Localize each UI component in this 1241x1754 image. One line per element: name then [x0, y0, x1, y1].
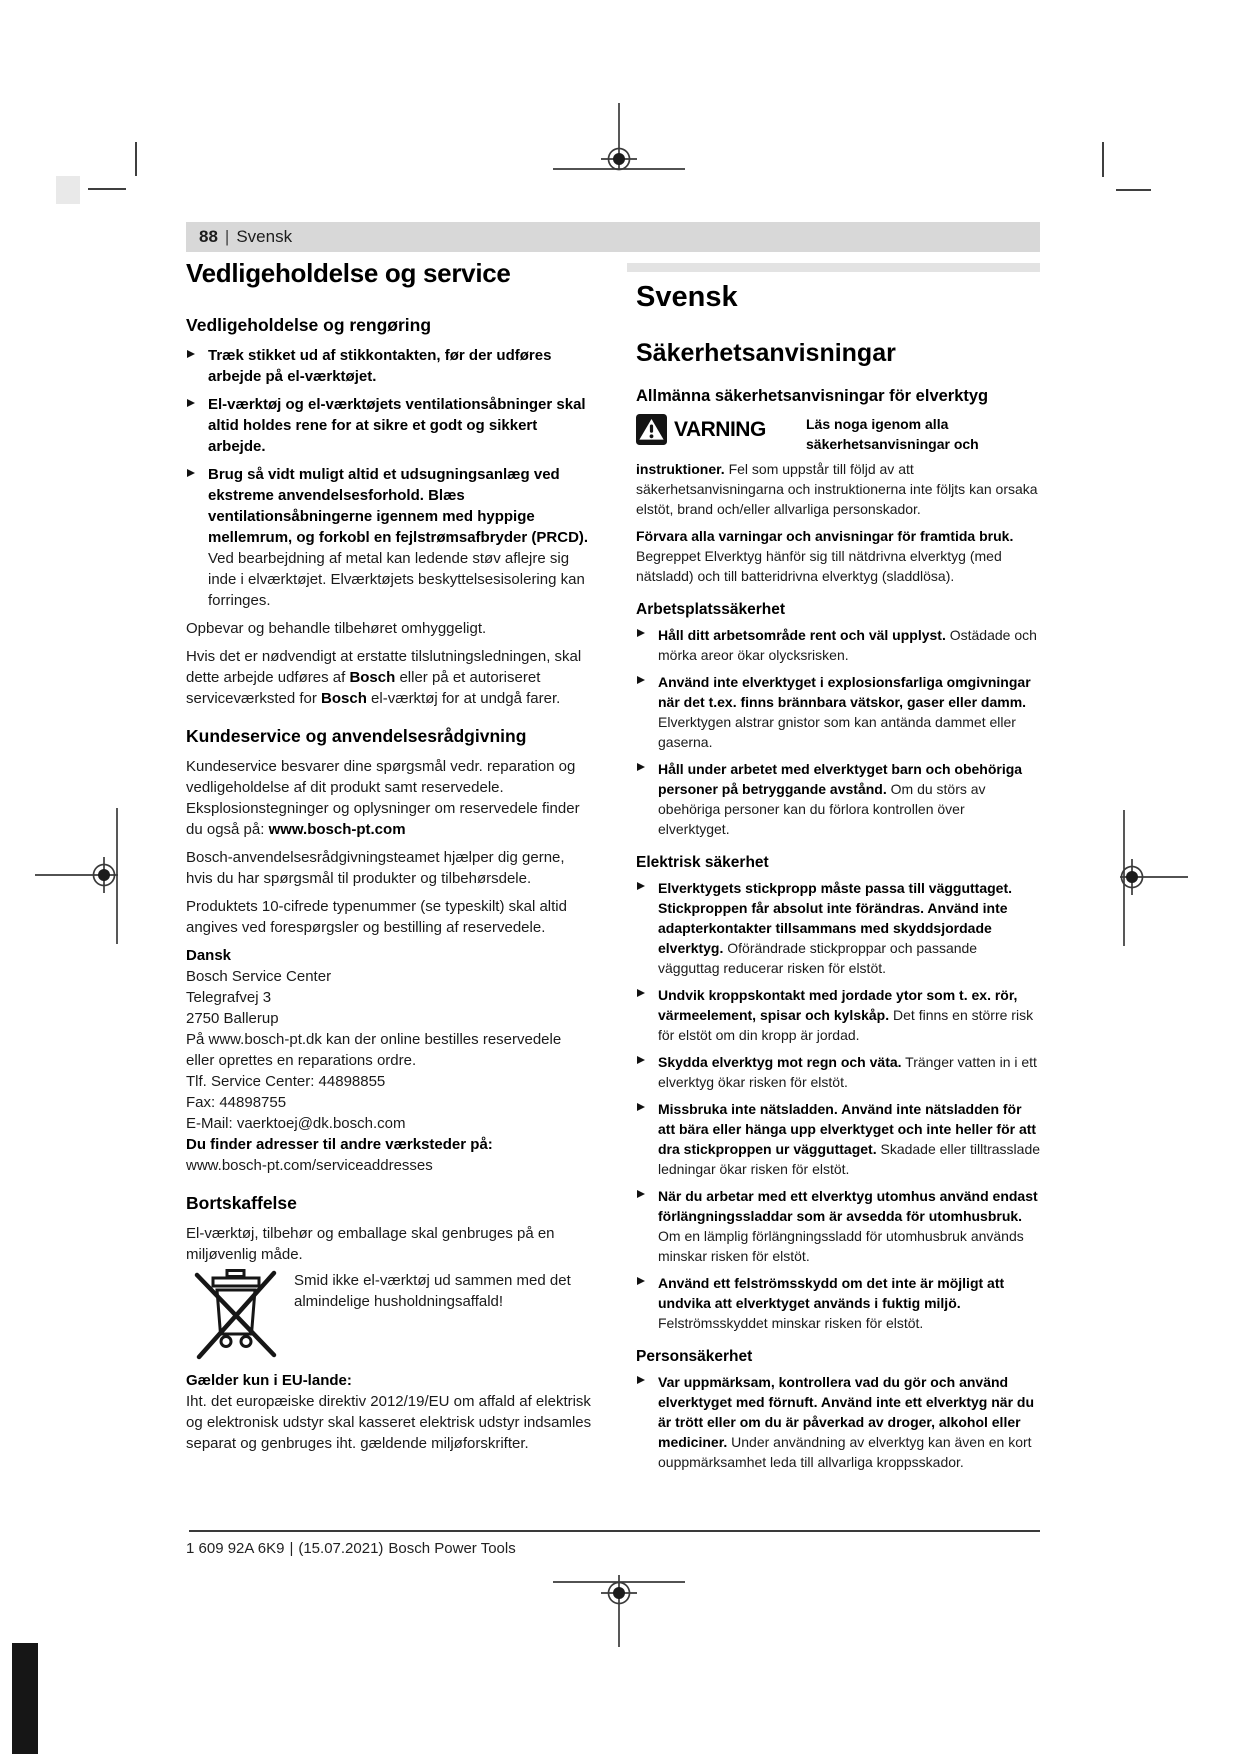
- text-run: På www.bosch-pt.dk kan der online bestilles reservedele eller oprettes en reparations ordre.: [186, 1031, 562, 1069]
- paragraph: [186, 646, 593, 709]
- right-triangle-bullet-icon: [637, 1190, 645, 1198]
- crop-mark: [88, 188, 126, 190]
- text-run: Hvis det er nødvendigt at erstatte tilslutningsledningen, skal dette arbejde udføres af: [186, 648, 582, 686]
- footer-company: Bosch Power Tools: [388, 1540, 516, 1557]
- section-heading: Kundeservice og anvendelsesrådgivning: [186, 726, 527, 746]
- text-run: Under användning av elverktyg kan även en kort ouppmärksamhet leda till allvarliga kroppsskador.: [658, 1434, 1032, 1470]
- footer-rule: [189, 1530, 1040, 1532]
- bold-text-run: Brug så vidt muligt altid et udsugningsanlæg ved ekstreme anvendelsesforhold. Blæs ventilationsåbningerne igennem med hyppige mellemrum, og forkobl en fejlstrømsafbryder (PRCD).: [208, 466, 589, 546]
- scan-band-artifact: [627, 263, 1040, 272]
- bold-text-run: När du arbetar med ett elverktyg utomhus använd endast förlängningssladdar som är avsedda för utomhusbruk.: [658, 1188, 1038, 1224]
- paragraph: [186, 1113, 593, 1134]
- crop-mark: [135, 142, 137, 176]
- bullet-item: [636, 625, 1040, 665]
- section-heading: Personsäkerhet: [636, 1348, 753, 1365]
- paragraph: [186, 945, 593, 966]
- bold-text-run: Dansk: [186, 947, 232, 964]
- bold-text-run: Förvara alla varningar och anvisningar för framtida bruk.: [636, 528, 1014, 544]
- text-run: Felströmsskyddet minskar risken för elstöt.: [658, 1315, 924, 1331]
- section-heading: Vedligeholdelse og service: [186, 258, 511, 288]
- text-run: www.bosch-pt.com/serviceaddresses: [186, 1157, 433, 1174]
- section-heading: Allmänna säkerhetsanvisningar för elverktyg: [636, 387, 989, 405]
- weee-crossed-bin-icon: [194, 1268, 280, 1360]
- right-triangle-bullet-icon: [637, 882, 645, 890]
- registration-mark-left-icon: [35, 806, 123, 946]
- right-column: [636, 280, 1040, 1479]
- warning-banner: [636, 414, 1040, 454]
- bullet-item: [186, 464, 593, 611]
- bold-text-run: Håll ditt arbetsområde rent och väl upplyst.: [658, 627, 946, 643]
- section-heading: Vedligeholdelse og rengøring: [186, 315, 432, 335]
- bullet-item: [636, 1372, 1040, 1472]
- text-run: Om en lämplig förlängningssladd för utomhusbruk används minskar risken för elstöt.: [658, 1228, 1024, 1264]
- right-triangle-bullet-icon: [637, 629, 645, 637]
- text-run: Bosch Service Center: [186, 968, 332, 985]
- paragraph: [636, 526, 1040, 546]
- bullet-text: [208, 347, 551, 385]
- text-run: 2750 Ballerup: [186, 1010, 279, 1027]
- text-run: Bosch-anvendelsesrådgivningsteamet hjælper dig gerne, hvis du har spørgsmål til produkter og tilbehørsdele.: [186, 849, 565, 887]
- warning-side-text: Läs noga igenom alla säkerhetsanvisningar och: [806, 416, 979, 452]
- section-heading: Svensk: [636, 281, 738, 313]
- bullet-item: [186, 345, 593, 387]
- footer-separator: |: [289, 1540, 294, 1557]
- section-heading: Säkerhetsanvisningar: [636, 339, 896, 367]
- bullet-text: [208, 466, 588, 609]
- bullet-text: [208, 396, 586, 455]
- paragraph: [186, 1391, 593, 1454]
- paragraph: [186, 1134, 593, 1155]
- paragraph: [186, 966, 593, 987]
- paragraph: [186, 896, 593, 938]
- bullet-item: [636, 878, 1040, 978]
- bullet-text: [658, 987, 1033, 1043]
- text-run: Tlf. Service Center: 44898855: [186, 1073, 386, 1090]
- bullet-text: [658, 1188, 1038, 1264]
- bullet-text: [658, 1275, 1004, 1331]
- right-triangle-bullet-icon: [637, 989, 645, 997]
- paragraph: [186, 1029, 593, 1071]
- bold-text-run: Træk stikket ud af stikkontakten, før der udføres arbejde på el-værktøjet.: [208, 347, 552, 385]
- page-number: 88: [199, 227, 218, 246]
- text-run: Tränger vatten in i ett elverktyg ökar risken för elstöt.: [658, 1054, 1037, 1090]
- bold-text-run: www.bosch-pt.com: [268, 821, 406, 838]
- bold-text-run: instruktioner.: [636, 461, 729, 477]
- text-run: Elverktygen alstrar gnistor som kan antända dammet eller gaserna.: [658, 714, 1016, 750]
- text-run: E-Mail: vaerktoej@dk.bosch.com: [186, 1115, 406, 1132]
- section-heading: Arbetsplatssäkerhet: [636, 601, 786, 618]
- section-heading: Elektrisk säkerhet: [636, 854, 769, 871]
- bold-text-run: Bosch: [321, 690, 367, 707]
- crop-mark: [1116, 189, 1151, 191]
- paragraph: [186, 1370, 593, 1391]
- bold-text-run: Var uppmärksam, kontrollera vad du gör och använd elverktyget med förnuft. Använd inte ett elverktyg när du är trött eller om du är påverkad av droger, alkohol eller mediciner.: [658, 1374, 1035, 1450]
- text-run: Ostädade och mörka areor ökar olycksrisken.: [658, 627, 1037, 663]
- bold-text-run: Elverktygets stickpropp måste passa till vägguttaget. Stickproppen får absolut inte förändras. Använd inte adapterkontakter tillsammans med skyddsjordade elverktyg.: [658, 880, 1013, 956]
- weee-disposal-note: [186, 1268, 593, 1360]
- bold-text-run: Undvik kroppskontakt med jordade ytor som t. ex. rör, värmeelement, spisar och kylskåp.: [658, 987, 1018, 1023]
- header-section-label: Svensk: [236, 227, 293, 246]
- right-triangle-bullet-icon: [637, 1056, 645, 1064]
- bold-text-run: Skydda elverktyg mot regn och väta.: [658, 1054, 902, 1070]
- warning-triangle-icon: [636, 414, 667, 445]
- document-number: 1 609 92A 6K9: [186, 1540, 285, 1557]
- right-triangle-bullet-icon: [637, 763, 645, 771]
- footer-date: (15.07.2021): [298, 1540, 384, 1557]
- header-separator: |: [224, 227, 230, 246]
- text-run: El-værktøj, tilbehør og emballage skal genbruges på en miljøvenlig måde.: [186, 1225, 555, 1263]
- bold-text-run: Håll under arbetet med elverktyget barn och obehöriga personer på betryggande avstånd.: [658, 761, 1023, 797]
- bullet-text: [658, 761, 1022, 837]
- paragraph: [636, 459, 1040, 519]
- registration-mark-top-icon: [549, 99, 689, 179]
- bold-text-run: El-værktøj og el-værktøjets ventilationsåbninger skal altid holdes rene for at sikre et godt og sikkert arbejde.: [208, 396, 586, 455]
- paragraph: [186, 756, 593, 840]
- bullet-item: [636, 672, 1040, 752]
- weee-text: Smid ikke el-værktøj ud sammen med det almindelige husholdningsaffald!: [294, 1272, 571, 1310]
- text-run: Oförändrade stickproppar och passande vägguttag reducerar risken för elstöt.: [658, 940, 978, 976]
- text-run: Iht. det europæiske direktiv 2012/19/EU om affald af elektrisk og elektronisk udstyr skal kasseret elektrisk udstyr indsamles separat og genbruges iht. gældende miljøforskrifter.: [186, 1393, 592, 1452]
- bullet-item: [636, 759, 1040, 839]
- paragraph: [186, 1155, 593, 1176]
- bullet-item: [636, 1052, 1040, 1092]
- section-heading: Bortskaffelse: [186, 1193, 297, 1213]
- scan-edge-bar-artifact: [12, 1643, 38, 1754]
- text-run: Opbevar og behandle tilbehøret omhyggeligt.: [186, 620, 487, 637]
- text-run: eller på et autoriseret serviceværksted for: [186, 669, 541, 707]
- bullet-text: [658, 1374, 1034, 1470]
- paragraph: [186, 847, 593, 889]
- text-run: Fax: 44898755: [186, 1094, 287, 1111]
- right-triangle-bullet-icon: [637, 1103, 645, 1111]
- bullet-item: [636, 1099, 1040, 1179]
- text-run: Ved bearbejdning af metal kan ledende støv aflejre sig inde i elværktøjet. Elværktøjets beskyttelsesisolering kan forringes.: [208, 550, 585, 609]
- text-run: el-værktøj for at undgå farer.: [366, 690, 561, 707]
- bold-text-run: Missbruka inte nätsladden. Använd inte nätsladden för att bära eller hänga upp elverktyget och inte heller för att dra stickproppen ur vägguttaget.: [658, 1101, 1037, 1157]
- page-footer: [186, 1540, 521, 1557]
- registration-mark-right-icon: [1118, 808, 1193, 948]
- text-run: Produktets 10-cifrede typenummer (se typeskilt) skal altid angives ved forespørgsler og bestilling af reservedele.: [186, 898, 567, 936]
- right-triangle-bullet-icon: [637, 1376, 645, 1384]
- bullet-text: [658, 1054, 1037, 1090]
- right-triangle-bullet-icon: [637, 676, 645, 684]
- bullet-item: [636, 985, 1040, 1045]
- text-run: Telegrafvej 3: [186, 989, 272, 1006]
- paragraph: [186, 1008, 593, 1029]
- scan-smudge-artifact: [56, 176, 80, 204]
- right-triangle-bullet-icon: [637, 1277, 645, 1285]
- paragraph: [636, 546, 1040, 586]
- right-triangle-bullet-icon: [187, 399, 195, 407]
- right-triangle-bullet-icon: [187, 350, 195, 358]
- bullet-item: [186, 394, 593, 457]
- text-run: Om du störs av obehöriga personer kan du förlora kontrollen över elverktyget.: [658, 781, 986, 837]
- text-run: Kundeservice besvarer dine spørgsmål vedr. reparation og vedligeholdelse af dit produkt samt reservedele. Eksplosionstegninger og oplysninger om reservedele finder du også på:: [186, 758, 580, 838]
- bullet-text: [658, 674, 1031, 750]
- left-column: [186, 258, 593, 1461]
- text-run: Begreppet Elverktyg hänför sig till nätdrivna elverktyg (med nätsladd) och till batteridrivna elverktyg (sladdlösa).: [636, 548, 1002, 584]
- right-triangle-bullet-icon: [187, 469, 195, 477]
- text-run: Skadade eller tilltrasslade ledningar ökar risken för elstöt.: [658, 1141, 1041, 1177]
- text-run: Det finns en större risk för elstöt om din kropp är jordad.: [658, 1007, 1034, 1043]
- bullet-text: [658, 880, 1012, 976]
- registration-mark-bottom-icon: [549, 1570, 689, 1650]
- paragraph: [186, 1092, 593, 1113]
- bold-text-run: Bosch: [349, 669, 396, 686]
- warning-label-group: [636, 414, 796, 445]
- paragraph: [186, 1223, 593, 1265]
- bullet-text: [658, 1101, 1040, 1177]
- bold-text-run: Du finder adresser til andre værksteder på:: [186, 1136, 493, 1153]
- paragraph: [186, 618, 593, 639]
- bullet-item: [636, 1273, 1040, 1333]
- bullet-item: [636, 1186, 1040, 1266]
- paragraph: [186, 1071, 593, 1092]
- paragraph: [186, 987, 593, 1008]
- crop-mark: [1102, 142, 1104, 177]
- page-header: [186, 222, 1040, 252]
- text-run: Fel som uppstår till följd av att säkerhetsanvisningarna och instruktionerna inte följts kan orsaka elstöt, brand och/eller allvarliga personskador.: [636, 461, 1038, 517]
- bullet-text: [658, 627, 1037, 663]
- bold-text-run: Använd inte elverktyget i explosionsfarliga omgivningar när det t.ex. finns brännbara vätskor, gaser eller damm.: [658, 674, 1031, 710]
- bold-text-run: Gælder kun i EU-lande:: [186, 1372, 352, 1389]
- warning-label: VARNING: [674, 417, 766, 441]
- bold-text-run: Använd ett felströmsskydd om det inte är möjligt att undvika att elverktyget används i fuktig miljö.: [658, 1275, 1005, 1311]
